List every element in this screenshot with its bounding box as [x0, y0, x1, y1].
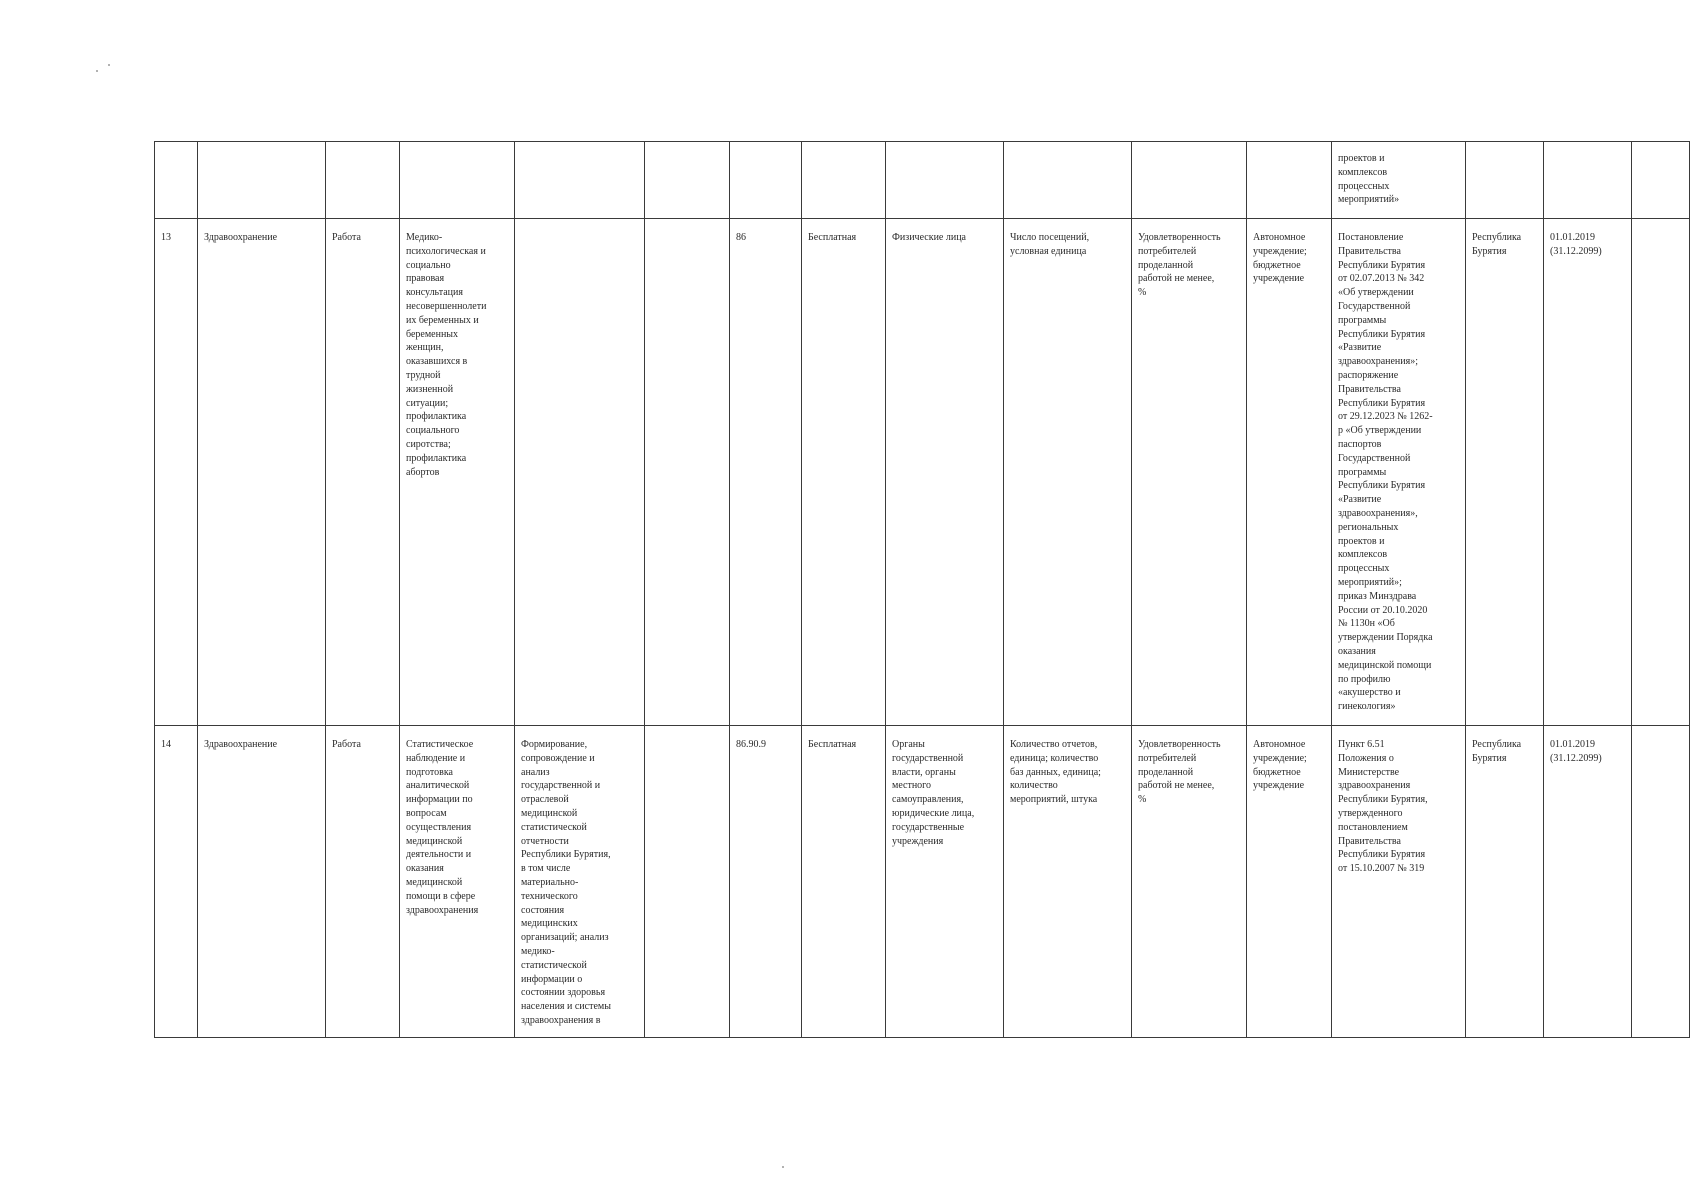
cell-basis: Постановление Правительства Республики Бурятия от 02.07.2013 № 342 «Об утверждении Государственной программы Республики Бурятия «Развитие здравоохранения»; распоряжение Правительства Республики Бурятия от 29.12.2023 № 1262- р «Об утверждении паспортов Государственной программы Республики Бурятия «Развитие здравоохранения», региональных проектов и комплексов процессных мероприятий»; приказ Минздрава России от 20.10.2020 № 1130н «Об утверждении Порядка оказания медицинской помощи по профилю «акушерство и гинекология»: [1332, 219, 1466, 726]
scan-speck: [96, 70, 98, 72]
cell-dates: [1544, 142, 1632, 219]
cell-okved: [730, 142, 802, 219]
scan-speck: [108, 64, 110, 66]
cell-content: [515, 142, 645, 219]
cell-col6: [645, 219, 730, 726]
cell-quality: Удовлетворенность потребителей проделанной работой не менее, %: [1132, 219, 1247, 726]
cell-quality: [1132, 142, 1247, 219]
cell-number: 13: [155, 219, 198, 726]
cell-institution: Автономное учреждение; бюджетное учреждение: [1247, 219, 1332, 726]
cell-okved: 86: [730, 219, 802, 726]
cell-region: Республика Бурятия: [1466, 726, 1544, 1038]
cell-region: Республика Бурятия: [1466, 219, 1544, 726]
cell-dates: 01.01.2019 (31.12.2099): [1544, 726, 1632, 1038]
table-row-continuation: [155, 142, 1690, 219]
cell-col6: [645, 142, 730, 219]
cell-number: 14: [155, 726, 198, 1038]
cell-institution: [1247, 142, 1332, 219]
cell-sphere: [198, 142, 326, 219]
table-row-14: [155, 726, 1690, 1038]
cell-region: [1466, 142, 1544, 219]
cell-name: [400, 142, 515, 219]
table-row-13: [155, 219, 1690, 726]
cell-quality: Удовлетворенность потребителей проделанной работой не менее, %: [1132, 726, 1247, 1038]
cell-consumers: Органы государственной власти, органы местного самоуправления, юридические лица, государственные учреждения: [886, 726, 1004, 1038]
cell-volume: Число посещений, условная единица: [1004, 219, 1132, 726]
cell-content: [515, 219, 645, 726]
cell-payment: [802, 142, 886, 219]
cell-col6: [645, 726, 730, 1038]
cell-last: [1632, 142, 1690, 219]
cell-last: [1632, 219, 1690, 726]
cell-sphere: Здравоохранение: [198, 219, 326, 726]
cell-name: Статистическое наблюдение и подготовка аналитической информации по вопросам осуществления медицинской деятельности и оказания медицинской помощи в сфере здравоохранения: [400, 726, 515, 1038]
cell-consumers: [886, 142, 1004, 219]
cell-consumers: Физические лица: [886, 219, 1004, 726]
cell-institution: Автономное учреждение; бюджетное учреждение: [1247, 726, 1332, 1038]
cell-volume: Количество отчетов, единица; количество баз данных, единица; количество мероприятий, штука: [1004, 726, 1132, 1038]
cell-type: [326, 142, 400, 219]
cell-type: Работа: [326, 219, 400, 726]
scan-speck: [782, 1166, 784, 1168]
cell-okved: 86.90.9: [730, 726, 802, 1038]
cell-number: [155, 142, 198, 219]
cell-dates: 01.01.2019 (31.12.2099): [1544, 219, 1632, 726]
cell-basis: Пункт 6.51 Положения о Министерстве здравоохранения Республики Бурятия, утвержденного постановлением Правительства Республики Бурятия от 15.10.2007 № 319: [1332, 726, 1466, 1038]
cell-last: [1632, 726, 1690, 1038]
cell-content: Формирование, сопровождение и анализ государственной и отраслевой медицинской статистической отчетности Республики Бурятия, в том числе материально- технического состояния медицинских организаций; анализ медико- статистической информации о состоянии здоровья населения и системы здравоохранения в: [515, 726, 645, 1038]
cell-sphere: Здравоохранение: [198, 726, 326, 1038]
cell-name: Медико- психологическая и социально правовая консультация несовершеннолети их беременных и беременных женщин, оказавшихся в трудной жизненной ситуации; профилактика социального сиротства; профилактика абортов: [400, 219, 515, 726]
cell-payment: Бесплатная: [802, 726, 886, 1038]
cell-type: Работа: [326, 726, 400, 1038]
cell-payment: Бесплатная: [802, 219, 886, 726]
services-registry-table: [154, 141, 1690, 1038]
cell-basis: проектов и комплексов процессных мероприятий»: [1332, 142, 1466, 219]
cell-volume: [1004, 142, 1132, 219]
